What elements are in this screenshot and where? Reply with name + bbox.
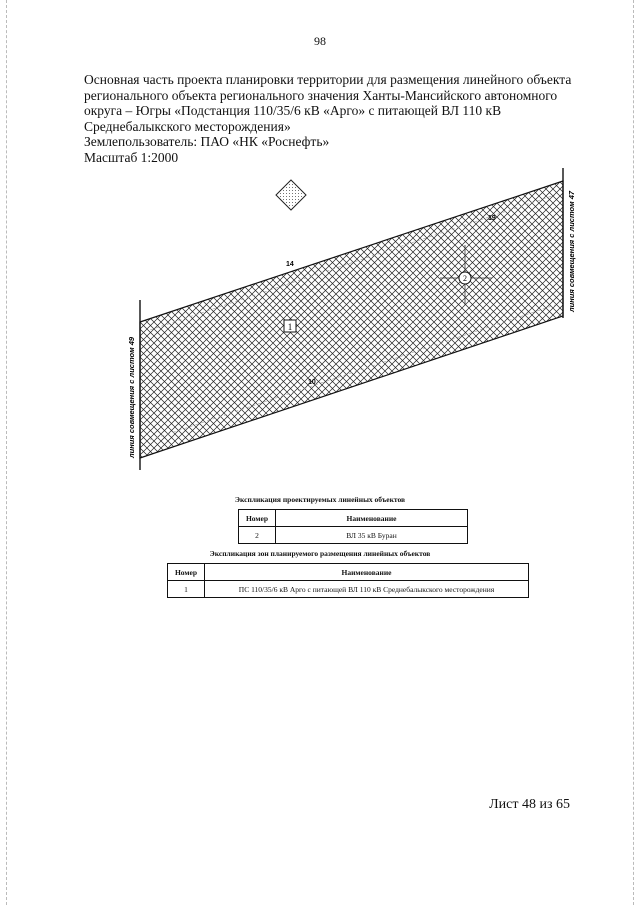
table-linear-caption: Экспликация проектируемых линейных объектов [234,495,406,504]
title-line-4: Среднебалыкского месторождения» [84,118,291,134]
table-header-cell: Номер [239,510,276,527]
right-match-caption: линия совмещения с листом 47 [567,190,576,312]
scale: Масштаб 1:2000 [84,149,179,165]
planning-zone-hatch [140,181,563,458]
page-number: 98 [314,34,326,48]
map-label: 10 [308,379,316,386]
table-cell: ПС 110/35/6 кВ Арго с питающей ВЛ 110 кВ Среднебалыкского месторождения [205,581,529,598]
zone-label: 1 [287,322,293,332]
table-cell: 1 [168,581,205,598]
table-header-row [168,564,529,581]
table-zones-caption: Экспликация зон планируемого размещения линейных объектов [209,549,431,558]
table-cell: ВЛ 35 кВ Буран [276,527,468,544]
left-match-caption: линия совмещения с листом 49 [127,336,136,458]
title-line-1: Основная часть проекта планировки территории для размещения линейного объекта [84,72,572,87]
map-label: 14 [286,261,294,268]
table-row [168,581,529,598]
table-cell: 2 [239,527,276,544]
table-header-cell: Наименование [205,564,529,581]
table-zones [167,563,529,598]
table-linear-objects [238,509,468,544]
object-label: 2 [463,274,467,283]
map-object-diamond [276,180,306,210]
table-header-cell: Наименование [276,510,468,527]
table-header-row [239,510,468,527]
table-row [239,527,468,544]
title-line-2: регионального объекта регионального значения Ханты-Мансийского автономного [84,87,558,103]
table-header-cell: Номер [168,564,205,581]
land-user: Землепользователь: ПАО «НК «Роснефть» [84,134,330,149]
title-line-3: округа – Югры «Подстанция 110/35/6 кВ «Арго» с питающей ВЛ 110 кВ [84,103,502,118]
map-label: 19 [488,215,496,222]
sheet-number: Лист 48 из 65 [489,797,570,812]
